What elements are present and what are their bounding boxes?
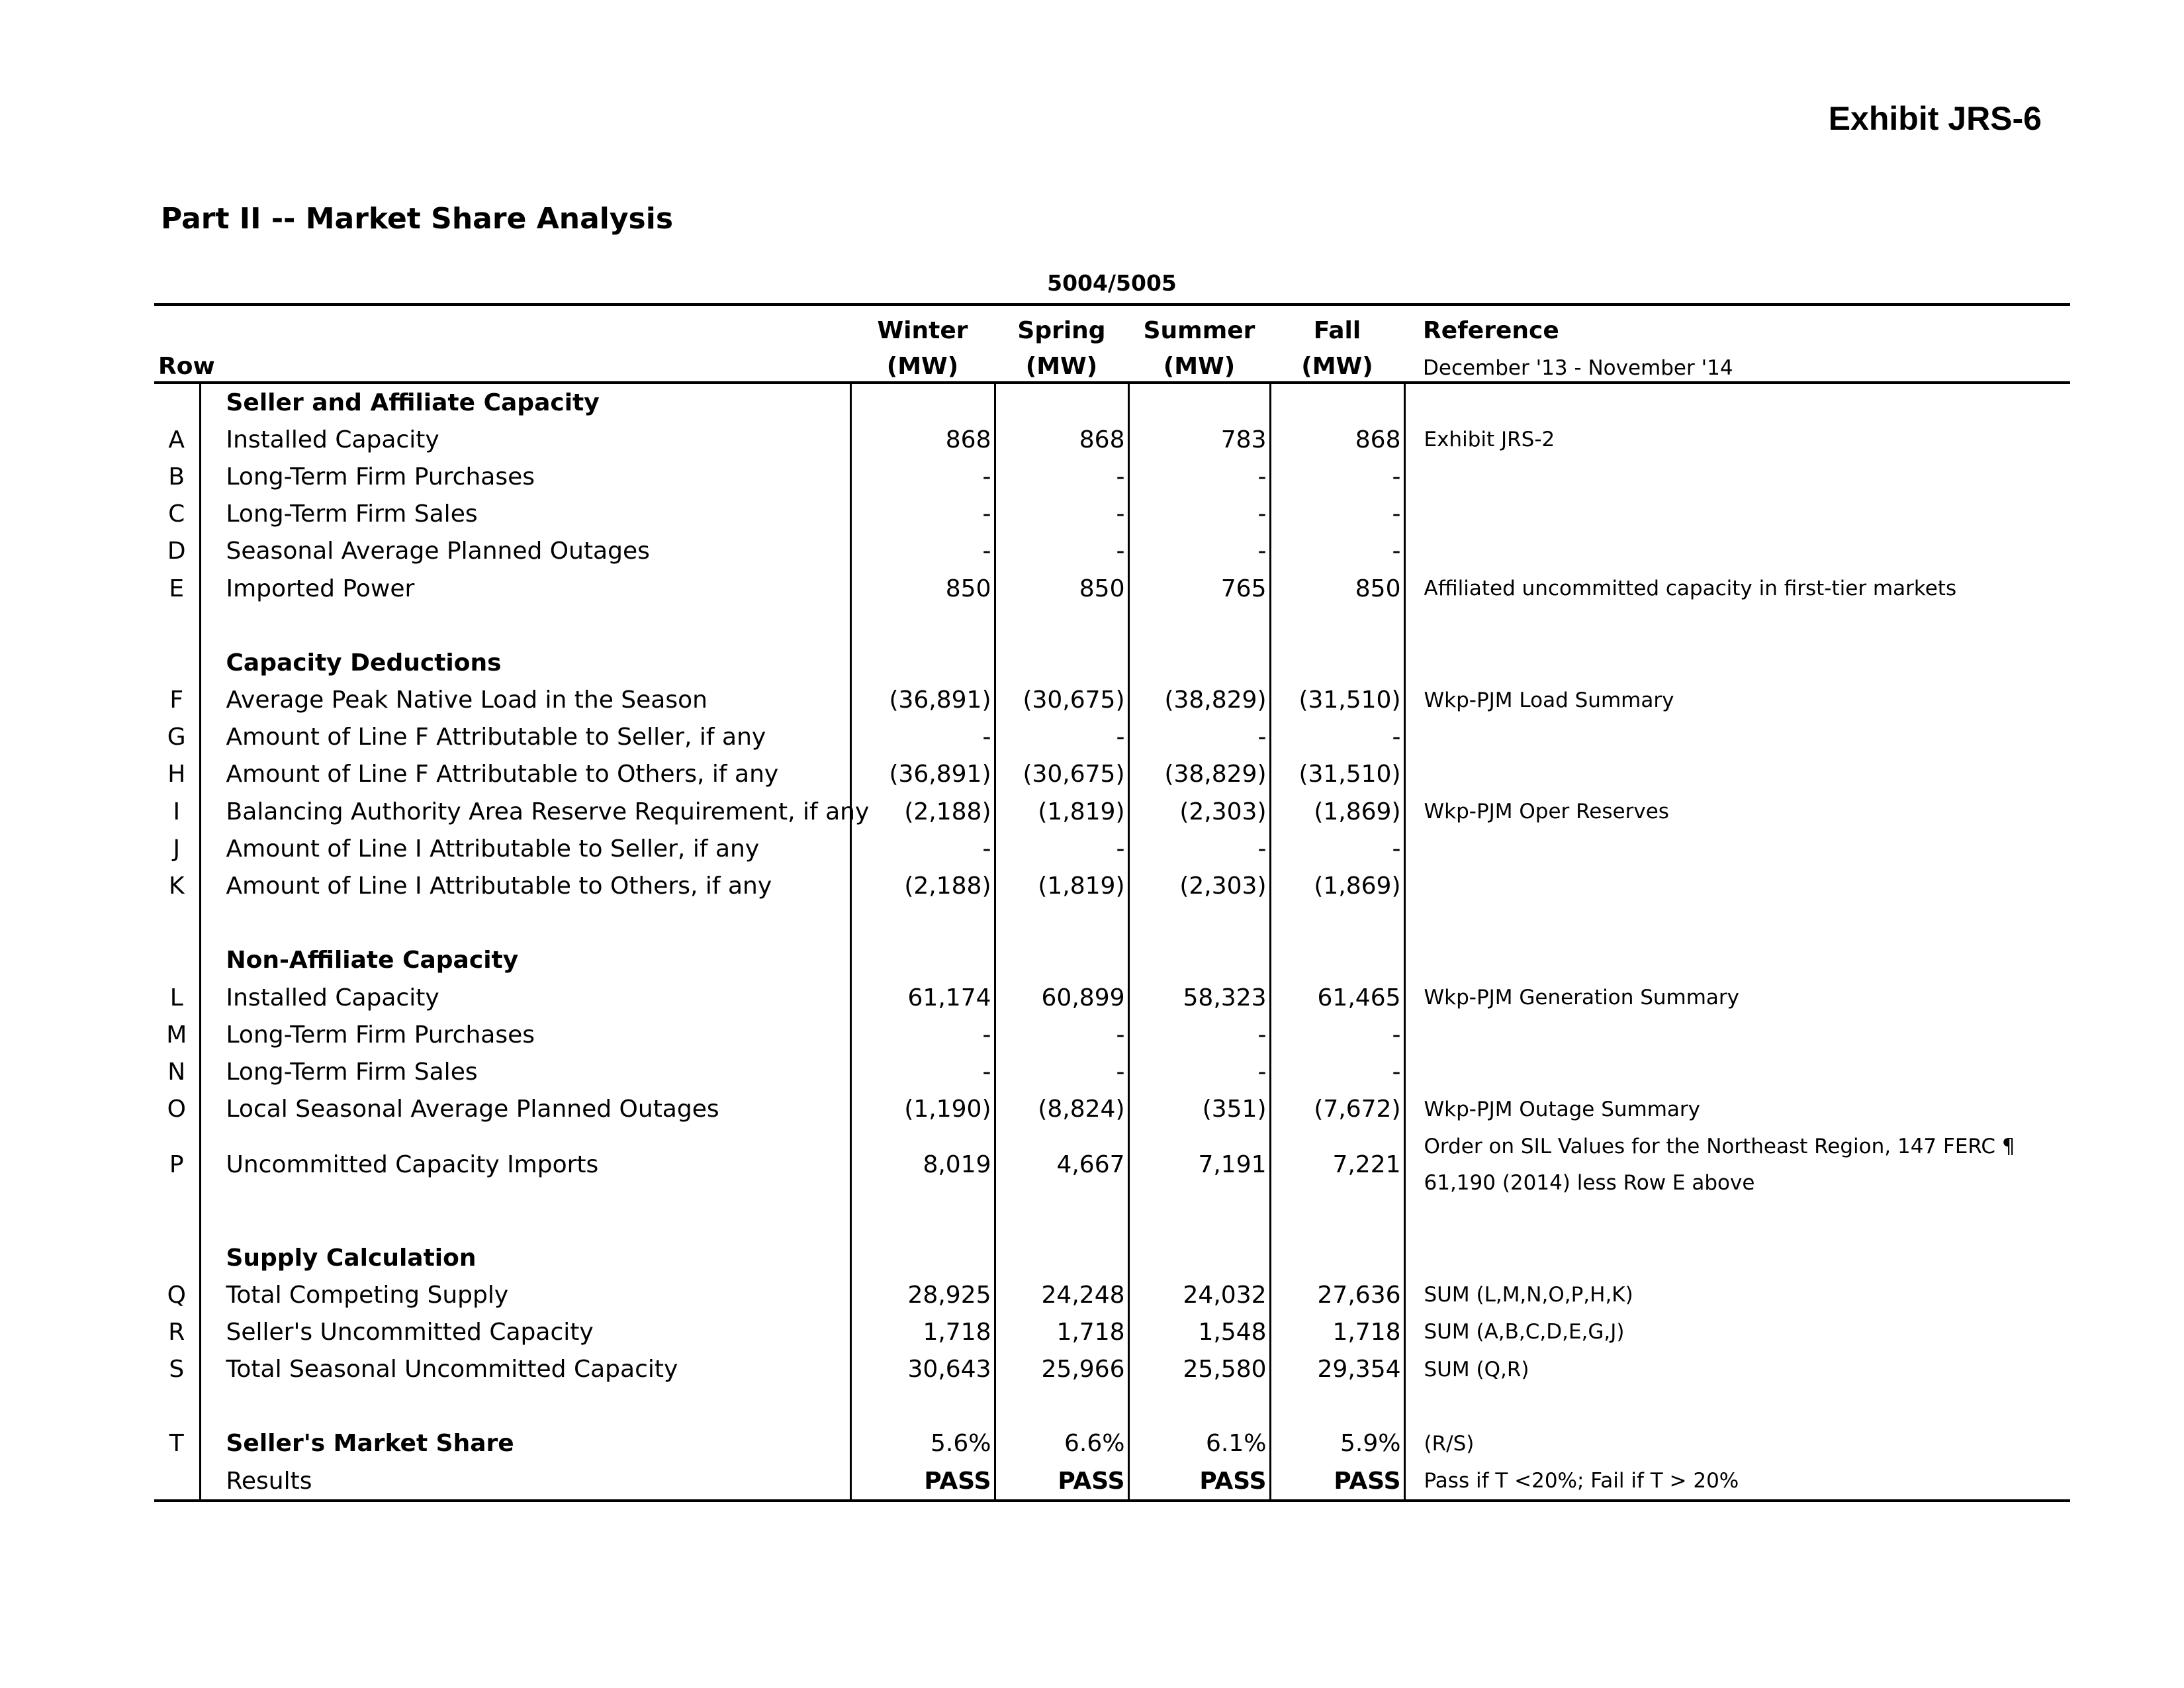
value-summer: 1,548 xyxy=(1128,1313,1270,1350)
table-row xyxy=(154,1128,2070,1202)
value-spring xyxy=(995,383,1128,421)
row-reference xyxy=(1404,1016,2070,1053)
row-description: Amount of Line F Attributable to Others, if any xyxy=(200,756,850,793)
area-label: 5004/5005 xyxy=(1047,270,1177,296)
value-spring: (30,675) xyxy=(995,756,1128,793)
value-summer: 25,580 xyxy=(1128,1351,1270,1388)
value-fall xyxy=(1270,644,1404,681)
value-spring: - xyxy=(995,830,1128,867)
row-reference: Affiliated uncommitted capacity in first-tier markets xyxy=(1424,577,1957,601)
table-row xyxy=(154,1462,2070,1499)
column-header-spring: Spring xyxy=(1017,317,1106,344)
value-fall: 1,718 xyxy=(1270,1313,1404,1350)
section-title: Capacity Deductions xyxy=(200,644,850,681)
table-row xyxy=(154,1053,2070,1090)
section-header-row xyxy=(154,1239,2070,1276)
row-description: Installed Capacity xyxy=(200,421,850,458)
value-summer: - xyxy=(1128,830,1270,867)
value-summer: 58,323 xyxy=(1128,979,1270,1016)
row-label: P xyxy=(154,1128,200,1202)
table-row xyxy=(154,793,2070,830)
row-description: Seller's Market Share xyxy=(200,1425,850,1462)
value-summer xyxy=(1128,1388,1270,1425)
row-reference xyxy=(1404,830,2070,867)
value-spring xyxy=(995,1239,1128,1276)
value-spring: 4,667 xyxy=(995,1128,1128,1202)
row-description: Long-Term Firm Sales xyxy=(200,1053,850,1090)
row-reference xyxy=(1404,533,2070,570)
value-winter: (36,891) xyxy=(850,756,995,793)
row-description: Total Seasonal Uncommitted Capacity xyxy=(200,1351,850,1388)
column-header-reference: Reference xyxy=(1423,317,1559,344)
row-description: Amount of Line I Attributable to Seller, if any xyxy=(200,830,850,867)
row-reference: Order on SIL Values for the Northeast Region, 147 FERC ¶ 61,190 (2014) less Row E above xyxy=(1424,1134,2015,1195)
value-fall: 27,636 xyxy=(1270,1276,1404,1313)
value-summer: PASS xyxy=(1128,1462,1270,1499)
row-label: J xyxy=(154,830,200,867)
value-winter: 30,643 xyxy=(850,1351,995,1388)
row-description: Local Seasonal Average Planned Outages xyxy=(200,1091,850,1128)
value-summer: (2,303) xyxy=(1128,867,1270,904)
value-spring xyxy=(995,644,1128,681)
section-title: Seller and Affiliate Capacity xyxy=(200,383,850,421)
spacer-row xyxy=(154,905,2070,942)
row-reference: Wkp-PJM Load Summary xyxy=(1424,688,1674,712)
value-winter: (2,188) xyxy=(850,793,995,830)
table-row xyxy=(154,458,2070,495)
value-winter: - xyxy=(850,1016,995,1053)
row-label: H xyxy=(154,756,200,793)
row-label: Q xyxy=(154,1276,200,1313)
section-header-row xyxy=(154,383,2070,421)
value-winter: PASS xyxy=(850,1462,995,1499)
value-winter: - xyxy=(850,533,995,570)
value-fall xyxy=(1270,905,1404,942)
value-winter: - xyxy=(850,496,995,533)
row-label: A xyxy=(154,421,200,458)
value-spring: (1,819) xyxy=(995,867,1128,904)
row-reference: SUM (Q,R) xyxy=(1424,1357,1529,1382)
unit-winter: (MW) xyxy=(886,353,959,380)
value-spring: PASS xyxy=(995,1462,1128,1499)
spacer-row xyxy=(154,1202,2070,1239)
value-fall xyxy=(1270,1239,1404,1276)
value-summer xyxy=(1128,607,1270,644)
row-description: Long-Term Firm Purchases xyxy=(200,1016,850,1053)
row-label: G xyxy=(154,719,200,756)
row-description xyxy=(200,1388,850,1425)
value-fall: - xyxy=(1270,533,1404,570)
value-summer: - xyxy=(1128,1016,1270,1053)
row-reference xyxy=(1404,719,2070,756)
value-spring: (1,819) xyxy=(995,793,1128,830)
row-description: Average Peak Native Load in the Season xyxy=(200,682,850,719)
value-summer: - xyxy=(1128,1053,1270,1090)
section-title: Supply Calculation xyxy=(200,1239,850,1276)
row-reference: Wkp-PJM Generation Summary xyxy=(1424,986,1740,1010)
market-share-table xyxy=(154,306,2070,1499)
value-summer: - xyxy=(1128,496,1270,533)
row-description: Results xyxy=(200,1462,850,1499)
row-label xyxy=(154,383,200,421)
table-row xyxy=(154,1091,2070,1128)
row-description: Total Competing Supply xyxy=(200,1276,850,1313)
row-description xyxy=(200,607,850,644)
row-reference xyxy=(1404,1239,2070,1276)
row-reference: SUM (L,M,N,O,P,H,K) xyxy=(1424,1283,1633,1307)
row-description: Installed Capacity xyxy=(200,979,850,1016)
section-header-row xyxy=(154,644,2070,681)
value-winter xyxy=(850,1388,995,1425)
value-fall: 5.9% xyxy=(1270,1425,1404,1462)
value-summer: 765 xyxy=(1128,570,1270,607)
row-label: D xyxy=(154,533,200,570)
value-spring: 850 xyxy=(995,570,1128,607)
row-label: K xyxy=(154,867,200,904)
value-spring: (8,824) xyxy=(995,1091,1128,1128)
value-winter: 8,019 xyxy=(850,1128,995,1202)
row-label xyxy=(154,607,200,644)
row-label: E xyxy=(154,570,200,607)
value-fall: 29,354 xyxy=(1270,1351,1404,1388)
value-spring: 6.6% xyxy=(995,1425,1128,1462)
row-reference xyxy=(1404,607,2070,644)
value-winter: (2,188) xyxy=(850,867,995,904)
header-row-units xyxy=(154,344,2070,383)
value-spring: - xyxy=(995,1016,1128,1053)
header-row-names xyxy=(154,306,2070,344)
value-winter: (1,190) xyxy=(850,1091,995,1128)
row-label xyxy=(154,644,200,681)
row-reference xyxy=(1404,496,2070,533)
value-winter xyxy=(850,942,995,979)
row-description: Imported Power xyxy=(200,570,850,607)
row-description: Seller's Uncommitted Capacity xyxy=(200,1313,850,1350)
value-winter xyxy=(850,1202,995,1239)
value-summer xyxy=(1128,383,1270,421)
row-label: F xyxy=(154,682,200,719)
column-header-row: Row xyxy=(158,353,215,380)
value-summer xyxy=(1128,1202,1270,1239)
value-winter: (36,891) xyxy=(850,682,995,719)
page-title: Part II -- Market Share Analysis xyxy=(161,202,674,236)
row-reference: (R/S) xyxy=(1424,1431,1475,1456)
row-reference: SUM (A,B,C,D,E,G,J) xyxy=(1424,1320,1625,1344)
value-spring xyxy=(995,942,1128,979)
value-summer xyxy=(1128,905,1270,942)
row-reference xyxy=(1404,644,2070,681)
row-label xyxy=(154,1462,200,1499)
value-summer xyxy=(1128,942,1270,979)
table-row xyxy=(154,1425,2070,1462)
section-title: Non-Affiliate Capacity xyxy=(200,942,850,979)
value-spring: 25,966 xyxy=(995,1351,1128,1388)
value-spring: 24,248 xyxy=(995,1276,1128,1313)
value-spring: (30,675) xyxy=(995,682,1128,719)
value-fall xyxy=(1270,1202,1404,1239)
value-winter: 868 xyxy=(850,421,995,458)
value-spring: 1,718 xyxy=(995,1313,1128,1350)
row-label xyxy=(154,942,200,979)
value-fall: (31,510) xyxy=(1270,756,1404,793)
value-fall: - xyxy=(1270,830,1404,867)
row-label: T xyxy=(154,1425,200,1462)
table-row xyxy=(154,756,2070,793)
value-winter: 28,925 xyxy=(850,1276,995,1313)
spacer-row xyxy=(154,607,2070,644)
unit-spring: (MW) xyxy=(1025,353,1098,380)
value-winter: - xyxy=(850,458,995,495)
row-reference: Wkp-PJM Outage Summary xyxy=(1424,1097,1701,1121)
value-fall: 61,465 xyxy=(1270,979,1404,1016)
value-spring: - xyxy=(995,533,1128,570)
value-fall: (7,672) xyxy=(1270,1091,1404,1128)
row-description: Long-Term Firm Purchases xyxy=(200,458,850,495)
table-row xyxy=(154,830,2070,867)
value-spring: - xyxy=(995,458,1128,495)
row-label: N xyxy=(154,1053,200,1090)
table-row xyxy=(154,496,2070,533)
value-winter xyxy=(850,644,995,681)
row-description: Amount of Line F Attributable to Seller, if any xyxy=(200,719,850,756)
column-header-summer: Summer xyxy=(1143,317,1255,344)
value-summer: - xyxy=(1128,719,1270,756)
value-spring: - xyxy=(995,496,1128,533)
value-spring xyxy=(995,905,1128,942)
row-description xyxy=(200,905,850,942)
row-reference xyxy=(1404,905,2070,942)
value-spring xyxy=(995,1388,1128,1425)
value-summer: (351) xyxy=(1128,1091,1270,1128)
row-reference xyxy=(1404,1053,2070,1090)
value-spring: 60,899 xyxy=(995,979,1128,1016)
value-fall: - xyxy=(1270,719,1404,756)
value-spring xyxy=(995,607,1128,644)
value-fall: - xyxy=(1270,458,1404,495)
value-winter xyxy=(850,383,995,421)
value-winter xyxy=(850,1239,995,1276)
value-winter: 850 xyxy=(850,570,995,607)
row-label: L xyxy=(154,979,200,1016)
row-reference: Exhibit JRS-2 xyxy=(1424,428,1555,452)
value-summer xyxy=(1128,1239,1270,1276)
row-reference xyxy=(1404,867,2070,904)
value-summer: 783 xyxy=(1128,421,1270,458)
value-summer: 7,191 xyxy=(1128,1128,1270,1202)
row-description: Seasonal Average Planned Outages xyxy=(200,533,850,570)
value-summer: 24,032 xyxy=(1128,1276,1270,1313)
row-label: S xyxy=(154,1351,200,1388)
value-fall xyxy=(1270,1388,1404,1425)
value-fall: - xyxy=(1270,1053,1404,1090)
value-fall: 850 xyxy=(1270,570,1404,607)
row-description: Amount of Line I Attributable to Others, if any xyxy=(200,867,850,904)
row-reference xyxy=(1404,1388,2070,1425)
value-winter xyxy=(850,905,995,942)
value-fall xyxy=(1270,942,1404,979)
row-description: Long-Term Firm Sales xyxy=(200,496,850,533)
table-row xyxy=(154,867,2070,904)
value-spring: - xyxy=(995,719,1128,756)
value-fall: 868 xyxy=(1270,421,1404,458)
value-summer: 6.1% xyxy=(1128,1425,1270,1462)
row-label: M xyxy=(154,1016,200,1053)
value-winter: - xyxy=(850,719,995,756)
value-winter: - xyxy=(850,830,995,867)
row-label xyxy=(154,1202,200,1239)
table-row xyxy=(154,682,2070,719)
value-winter: 61,174 xyxy=(850,979,995,1016)
value-summer: - xyxy=(1128,458,1270,495)
table-row xyxy=(154,719,2070,756)
table-row xyxy=(154,1351,2070,1388)
row-label: B xyxy=(154,458,200,495)
table-row xyxy=(154,1313,2070,1350)
table-row xyxy=(154,421,2070,458)
row-reference xyxy=(1404,942,2070,979)
row-description: Uncommitted Capacity Imports xyxy=(200,1128,850,1202)
unit-summer: (MW) xyxy=(1163,353,1236,380)
value-fall: 7,221 xyxy=(1270,1128,1404,1202)
column-header-winter: Winter xyxy=(877,317,968,344)
value-spring: 868 xyxy=(995,421,1128,458)
row-label: C xyxy=(154,496,200,533)
table-row xyxy=(154,533,2070,570)
value-spring xyxy=(995,1202,1128,1239)
row-label: R xyxy=(154,1313,200,1350)
value-fall: - xyxy=(1270,496,1404,533)
value-fall xyxy=(1270,607,1404,644)
value-fall xyxy=(1270,383,1404,421)
exhibit-label: Exhibit JRS-6 xyxy=(1828,100,2042,137)
value-fall: (1,869) xyxy=(1270,793,1404,830)
table-row xyxy=(154,570,2070,607)
table-row xyxy=(154,1276,2070,1313)
value-summer: (38,829) xyxy=(1128,756,1270,793)
row-reference xyxy=(1404,383,2070,421)
row-reference xyxy=(1404,1202,2070,1239)
row-label: I xyxy=(154,793,200,830)
value-winter xyxy=(850,607,995,644)
row-label xyxy=(154,1239,200,1276)
value-summer: (2,303) xyxy=(1128,793,1270,830)
value-fall: (1,869) xyxy=(1270,867,1404,904)
row-label: O xyxy=(154,1091,200,1128)
row-reference: Wkp-PJM Oper Reserves xyxy=(1424,800,1669,824)
value-fall: (31,510) xyxy=(1270,682,1404,719)
row-label xyxy=(154,905,200,942)
unit-fall: (MW) xyxy=(1301,353,1373,380)
value-summer: - xyxy=(1128,533,1270,570)
row-description xyxy=(200,1202,850,1239)
row-description: Balancing Authority Area Reserve Requirement, if any xyxy=(200,793,850,830)
row-reference: Pass if T <20%; Fail if T > 20% xyxy=(1424,1469,1739,1493)
spacer-row xyxy=(154,1388,2070,1425)
value-fall: - xyxy=(1270,1016,1404,1053)
reference-period: December '13 - November '14 xyxy=(1423,356,1733,380)
row-reference xyxy=(1404,756,2070,793)
row-label xyxy=(154,1388,200,1425)
value-winter: - xyxy=(850,1053,995,1090)
value-winter: 5.6% xyxy=(850,1425,995,1462)
value-summer: (38,829) xyxy=(1128,682,1270,719)
row-reference xyxy=(1404,458,2070,495)
column-header-fall: Fall xyxy=(1313,317,1361,344)
table-row xyxy=(154,1016,2070,1053)
value-summer xyxy=(1128,644,1270,681)
table-row xyxy=(154,979,2070,1016)
section-header-row xyxy=(154,942,2070,979)
value-fall: PASS xyxy=(1270,1462,1404,1499)
market-share-table-container xyxy=(154,303,2070,1502)
value-winter: 1,718 xyxy=(850,1313,995,1350)
value-spring: - xyxy=(995,1053,1128,1090)
table-body xyxy=(154,383,2070,1499)
